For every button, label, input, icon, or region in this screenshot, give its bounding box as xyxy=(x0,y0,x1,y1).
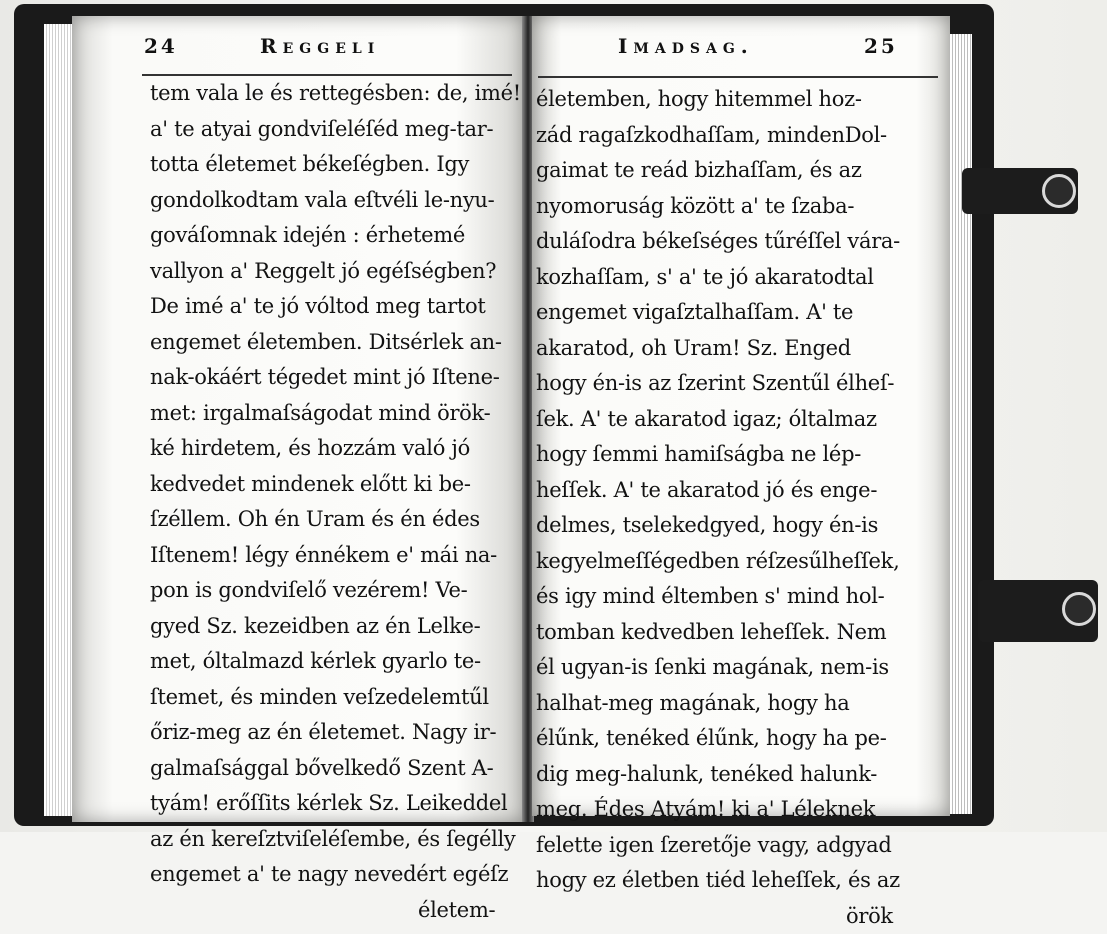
text-line: a' te atyai gondviſeléſéd meg-tar- xyxy=(150,112,520,148)
text-line: galmaſsággal bővelkedő Szent A- xyxy=(150,751,520,787)
text-line: élűnk, tenéked élűnk, hogy ha pe- xyxy=(536,721,946,757)
text-line: ké hirdetem, és hozzám való jó xyxy=(150,431,520,467)
text-line: delmes, tselekedgyed, hogy én-is xyxy=(536,508,946,544)
clasp-pin-icon xyxy=(1042,174,1076,208)
catchword: életem- xyxy=(150,893,520,929)
text-line: met, óltalmazd kérlek gyarlo te- xyxy=(150,644,520,680)
clasp-pin-icon xyxy=(1062,592,1096,626)
right-page xyxy=(532,16,950,816)
left-running-head: Reggeli xyxy=(260,34,380,68)
text-line: gondolkodtam vala eſtvéli le-nyu- xyxy=(150,183,520,219)
text-line: akaratod, oh Uram! Sz. Enged xyxy=(536,331,946,367)
text-line: engemet életemben. Ditsérlek an- xyxy=(150,325,520,361)
text-line: De imé a' te jó vóltod meg tartot xyxy=(150,289,520,325)
text-line: tyám! erőſſits kérlek Sz. Leikeddel xyxy=(150,786,520,822)
text-line: met: irgalmaſságodat mind örök- xyxy=(150,396,520,432)
right-text-block xyxy=(536,82,946,934)
clasp-upper xyxy=(962,168,1078,214)
text-line: gyed Sz. kezeidben az én Lelke- xyxy=(150,609,520,645)
right-running-head: Imadsag. xyxy=(618,34,754,68)
text-line: ſtemet, és minden veſzedelemtűl xyxy=(150,680,520,716)
text-line: kozhaſſam, s' a' te jó akaratodtal xyxy=(536,260,946,296)
text-line: gaimat te reád bizhaſſam, és az xyxy=(536,153,946,189)
left-text-block xyxy=(150,76,520,928)
page-edges-left xyxy=(44,24,74,816)
left-page-number: 24 xyxy=(144,34,178,68)
text-line: ſzéllem. Oh én Uram és én édes xyxy=(150,502,520,538)
text-line: életemben, hogy hitemmel hoz- xyxy=(536,82,946,118)
clasp-lower xyxy=(978,580,1098,642)
text-line: Iſtenem! légy énnékem e' mái na- xyxy=(150,538,520,574)
text-line: halhat-meg magának, hogy ha xyxy=(536,686,946,722)
text-line: heſſek. A' te akaratod jó és enge- xyxy=(536,473,946,509)
text-line: gováſomnak idején : érhetemé xyxy=(150,218,520,254)
text-line: hogy ez életben tiéd leheſſek, és az xyxy=(536,863,946,899)
text-line: meg. Édes Atyám! ki a' Léleknek xyxy=(536,792,946,828)
text-line: nak-okáért tégedet mint jó Iſtene- xyxy=(150,360,520,396)
text-line: vallyon a' Reggelt jó egéſségben? xyxy=(150,254,520,290)
right-header-rule xyxy=(538,76,938,78)
left-page xyxy=(72,16,524,822)
text-line: dig meg-halunk, tenéked halunk- xyxy=(536,757,946,793)
text-line: hogy ſemmi hamiſságba ne lép- xyxy=(536,437,946,473)
text-line: kedvedet mindenek előtt ki be- xyxy=(150,467,520,503)
right-page-number: 25 xyxy=(864,34,898,68)
text-line: az én kereſztviſeléſembe, és ſegélly xyxy=(150,822,520,858)
text-line: felette igen ſzeretője vagy, adgyad xyxy=(536,828,946,864)
text-line: engemet a' te nagy nevedért egéſz xyxy=(150,857,520,893)
page-edges-right xyxy=(950,34,972,814)
book xyxy=(14,4,994,826)
text-line: ſek. A' te akaratod igaz; óltalmaz xyxy=(536,402,946,438)
text-line: nyomoruság között a' te ſzaba- xyxy=(536,189,946,225)
text-line: kegyelmeſſégedben réſzesűlheſſek, xyxy=(536,544,946,580)
text-line: tomban kedvedben leheſſek. Nem xyxy=(536,615,946,651)
catchword: örök xyxy=(536,899,946,934)
text-line: engemet vigaſztalhaſſam. A' te xyxy=(536,295,946,331)
text-line: hogy én-is az ſzerint Szentűl élheſ- xyxy=(536,366,946,402)
text-line: él ugyan-is ſenki magának, nem-is xyxy=(536,650,946,686)
text-line: pon is gondviſelő vezérem! Ve- xyxy=(150,573,520,609)
text-line: zád ragaſzkodhaſſam, mindenDol- xyxy=(536,118,946,154)
text-line: totta életemet békeſégben. Igy xyxy=(150,147,520,183)
text-line: és igy mind éltemben s' mind hol- xyxy=(536,579,946,615)
text-line: duláſodra békeſséges tűréſſel vára- xyxy=(536,224,946,260)
text-line: tem vala le és rettegésben: de, imé! xyxy=(150,76,520,112)
text-line: őriz-meg az én életemet. Nagy ir- xyxy=(150,715,520,751)
